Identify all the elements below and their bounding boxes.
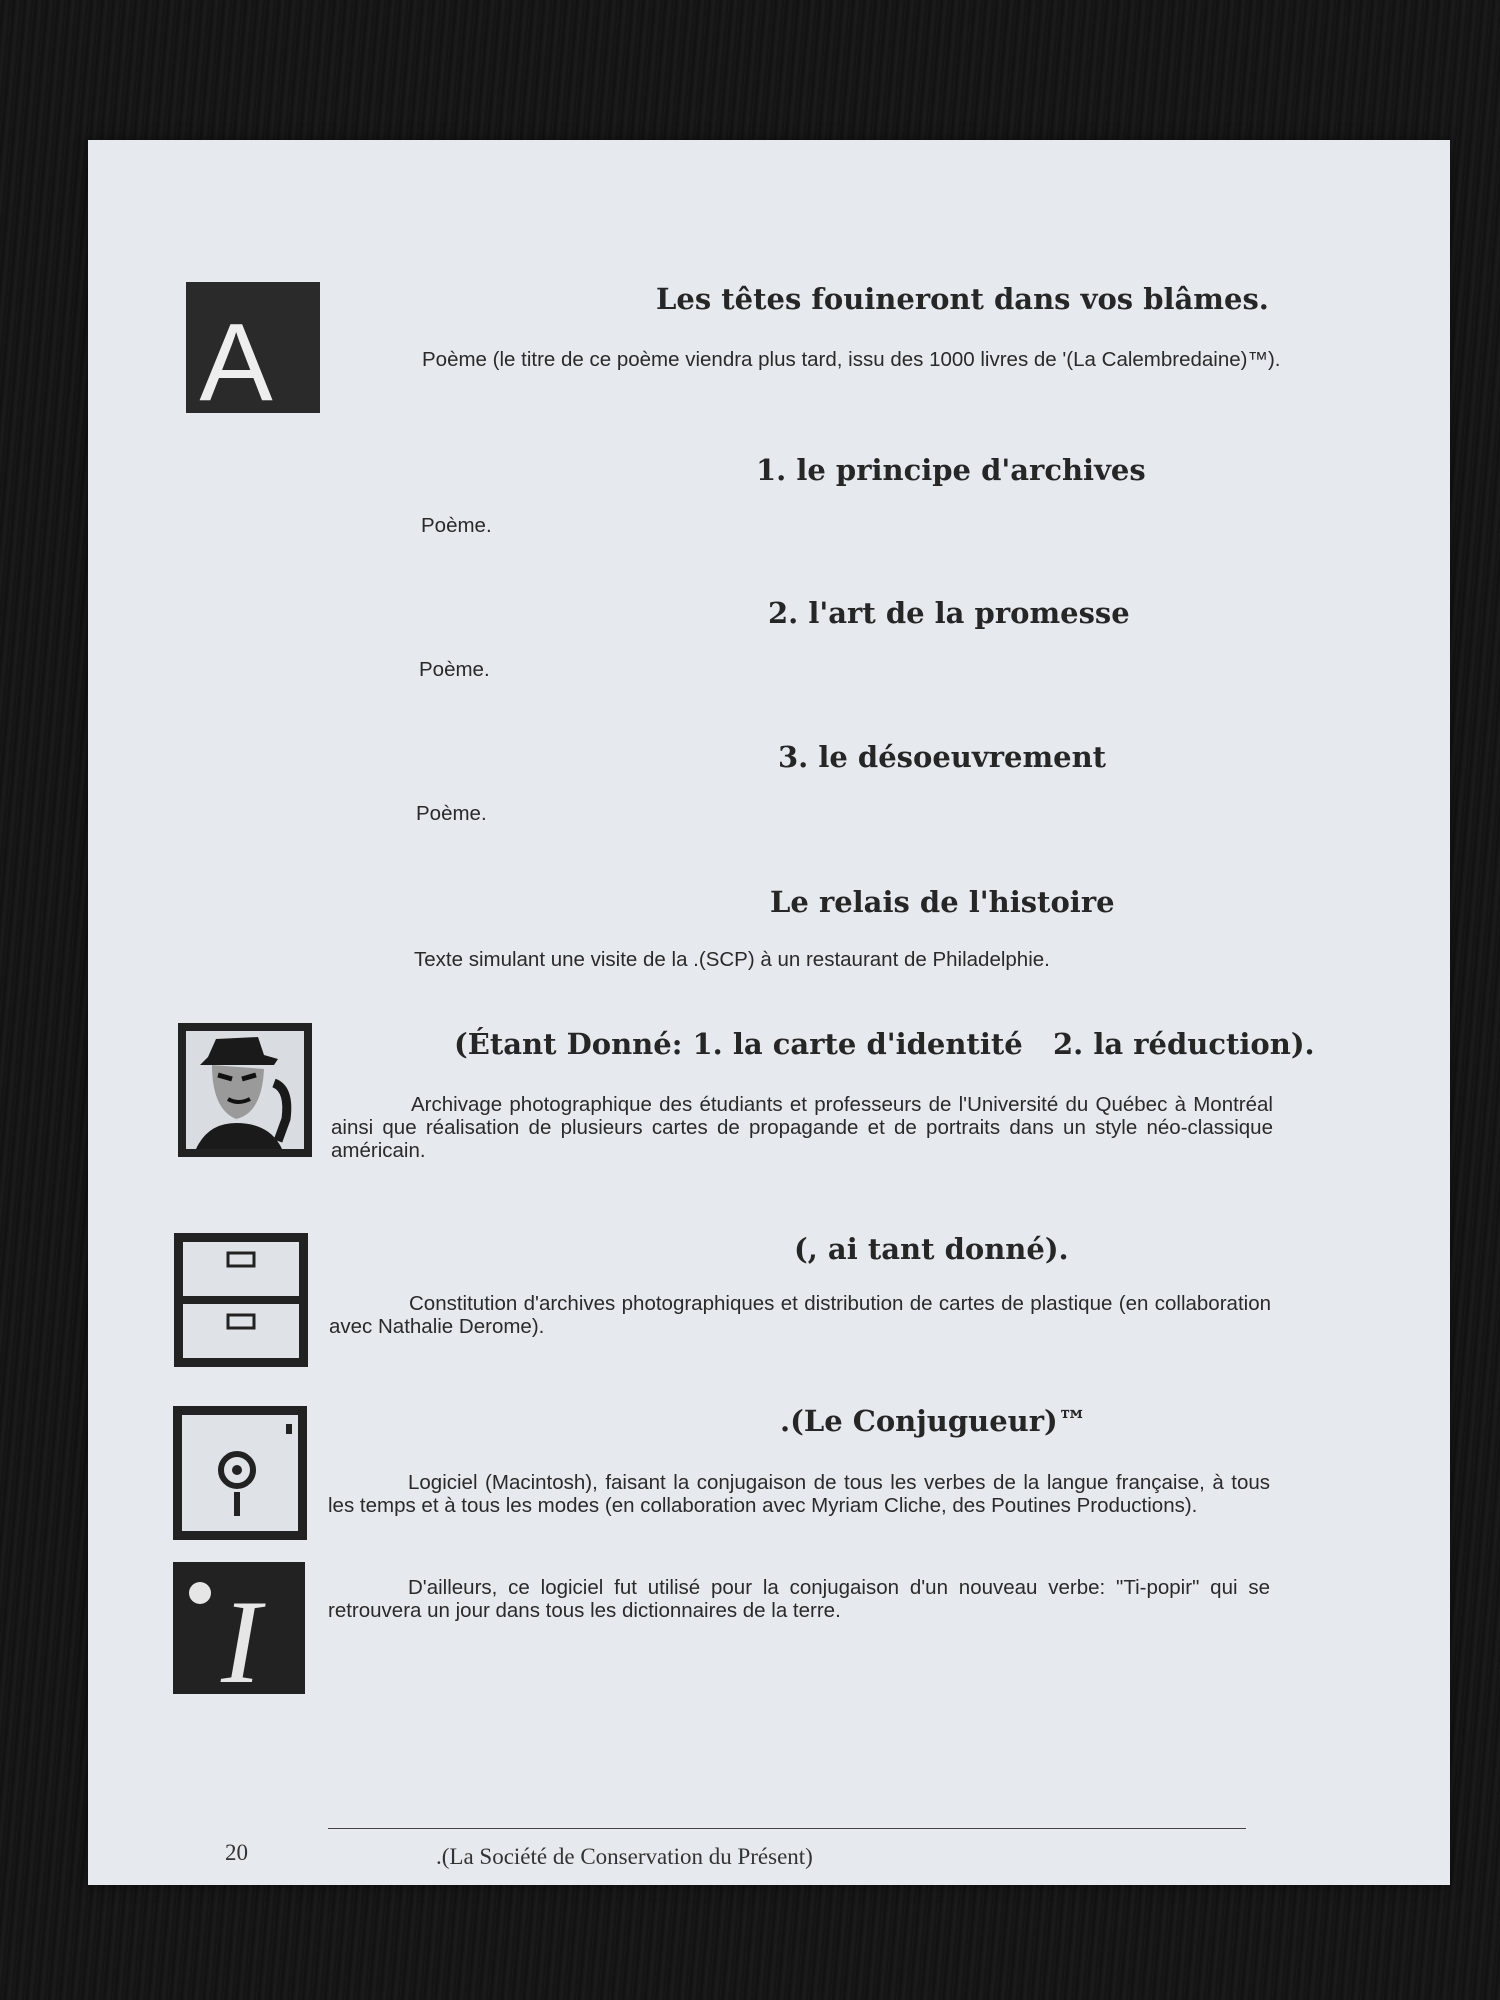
section-body-relais: Texte simulant une visite de la .(SCP) à un restaurant de Philadelphie. — [414, 948, 1050, 971]
section-body-desoeuvrement: Poème. — [416, 802, 487, 825]
footer-text: .(La Société de Conservation du Présent) — [436, 1844, 813, 1869]
section-body-conjugueur: Logiciel (Macintosh), faisant la conjugaison de tous les verbes de la langue française, à tous les temps et à tous les modes (en collaboration avec Myriam Cliche, des Poutines Productions). — [328, 1471, 1270, 1517]
info-i-icon — [173, 1562, 305, 1694]
section-title-tetes: Les têtes fouineront dans vos blâmes. — [656, 282, 1269, 316]
section-title-conjugueur: .(Le Conjugueur)™ — [780, 1404, 1087, 1438]
section-title-etant-donne: (Étant Donné: 1. la carte d'identité 2. la réduction). — [454, 1027, 1315, 1061]
section-title-desoeuvrement: 3. le désoeuvrement — [778, 740, 1107, 774]
letter-a-glyph: A — [199, 301, 273, 413]
document-page — [88, 140, 1450, 1885]
section-title-relais: Le relais de l'histoire — [770, 885, 1115, 919]
disk-icon — [173, 1406, 307, 1540]
letter-a-icon — [186, 282, 320, 413]
section-title-promesse: 2. l'art de la promesse — [768, 596, 1130, 630]
footer-rule — [328, 1828, 1246, 1829]
portrait-icon — [178, 1023, 312, 1157]
page-number: 20 — [225, 1840, 248, 1865]
section-body-ai-tant-donne: Constitution d'archives photographiques et distribution de cartes de plastique (en collaboration avec Nathalie Derome). — [329, 1292, 1271, 1338]
section-title-principe: 1. le principe d'archives — [756, 453, 1146, 487]
section-body-tetes: Poème (le titre de ce poème viendra plus tard, issu des 1000 livres de '(La Calembredaine)™). — [422, 348, 1281, 371]
section-body-etant-donne: Archivage photographique des étudiants et professeurs de l'Université du Québec à Montréal ainsi que réalisation de plusieurs cartes de propagande et de portraits dans un style néo-classique américain. — [331, 1093, 1273, 1162]
section-body-ailleurs: D'ailleurs, ce logiciel fut utilisé pour la conjugaison d'un nouveau verbe: "Ti-popir" qui se retrouvera un jour dans tous les dictionnaires de la terre. — [328, 1576, 1270, 1622]
section-body-promesse: Poème. — [419, 658, 490, 681]
section-body-principe: Poème. — [421, 514, 492, 537]
letter-i-glyph: I — [221, 1575, 261, 1694]
filing-cabinet-icon — [174, 1233, 308, 1367]
section-title-ai-tant-donne: (, ai tant donné). — [794, 1232, 1069, 1266]
